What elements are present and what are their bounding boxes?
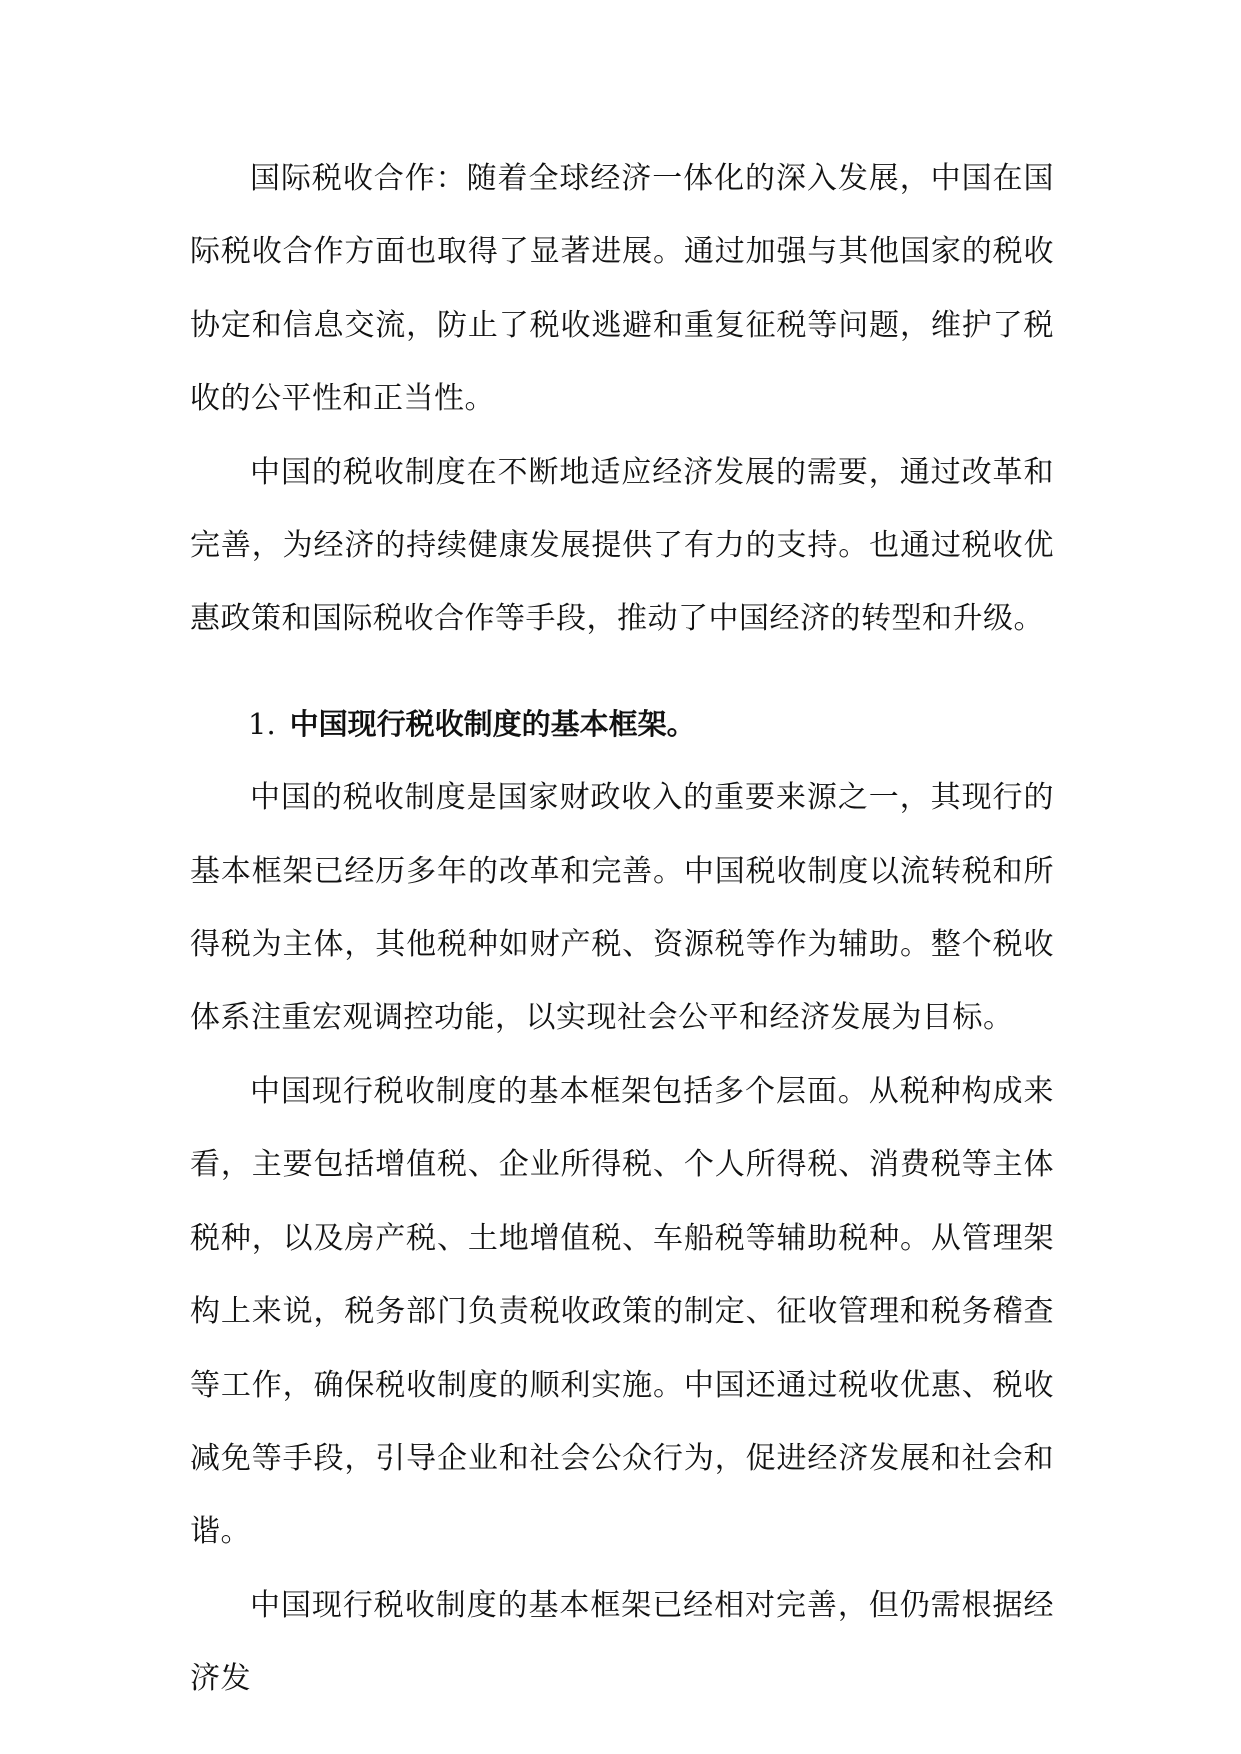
section-heading bbox=[190, 688, 1054, 761]
paragraph-international-tax-cooperation: 国际税收合作：随着全球经济一体化的深入发展，中国在国际税收合作方面也取得了显著进展。通过加强与其他国家的税收协定和信息交流，防止了税收逃避和重复征税等问题，维护了税收的公平性和正当性。 bbox=[190, 161, 1054, 417]
document-page bbox=[190, 142, 1054, 1716]
paragraph-framework-conclusion: 中国现行税收制度的基本框架已经相对完善，但仍需根据经济发 bbox=[190, 1587, 1054, 1697]
paragraph-framework-levels: 中国现行税收制度的基本框架包括多个层面。从税种构成来看，主要包括增值税、企业所得税、个人所得税、消费税等主体税种，以及房产税、土地增值税、车船税等辅助税种。从管理架构上来说，税务部门负责税收政策的制定、征收管理和税务稽查等工作，确保税收制度的顺利实施。中国还通过税收优惠、税收减免等手段，引导企业和社会公众行为，促进经济发展和社会和谐。 bbox=[190, 1073, 1054, 1550]
section-title: 中国现行税收制度的基本框架。 bbox=[289, 706, 696, 741]
section-number: 1. bbox=[248, 706, 276, 741]
paragraph-basic-framework: 中国的税收制度是国家财政收入的重要来源之一，其现行的基本框架已经历多年的改革和完善。中国税收制度以流转税和所得税为主体，其他税种如财产税、资源税等作为辅助。整个税收体系注重宏观调控功能，以实现社会公平和经济发展为目标。 bbox=[190, 780, 1054, 1036]
paragraph-tax-system-adaptation: 中国的税收制度在不断地适应经济发展的需要，通过改革和完善，为经济的持续健康发展提供了有力的支持。也通过税收优惠政策和国际税收合作等手段，推动了中国经济的转型和升级。 bbox=[190, 454, 1054, 637]
